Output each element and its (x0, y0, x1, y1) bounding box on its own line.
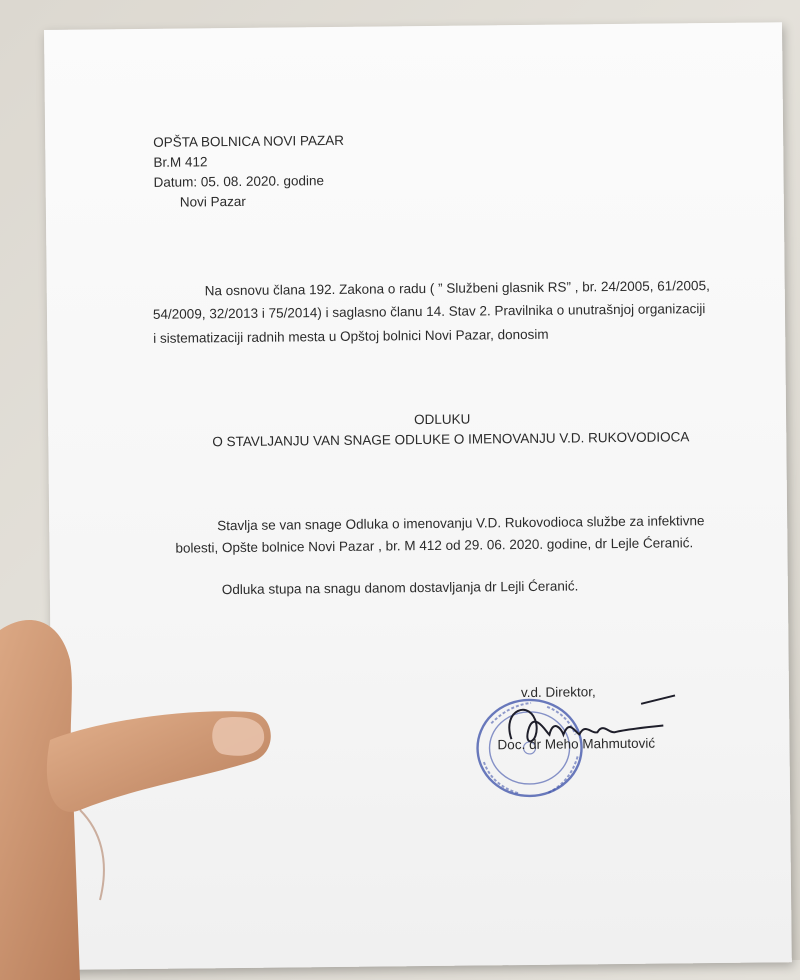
holding-hand (0, 600, 290, 980)
decision-subtitle: O STAVLJANJU VAN SNAGE ODLUKE O IMENOVANJU V.D. RUKOVODIOCA (212, 429, 690, 450)
body-line-2: bolesti, Opšte bolnice Novi Pazar , br. M 412 od 29. 06. 2020. godine, dr Lejle Ćeranić. (175, 535, 694, 556)
institution-name: OPŠTA BOLNICA NOVI PAZAR (153, 132, 345, 150)
preamble-line-3: i sistematizaciji radnih mesta u Opštoj bolnici Novi Pazar, donosim (153, 326, 549, 346)
signatory-role: v.d. Direktor, (520, 684, 596, 701)
body-line-3: Odluka stupa na snagu danom dostavljanja dr Lejli Ćeranić. (221, 578, 579, 598)
reference-number: Br.M 412 (153, 154, 208, 170)
preamble-line-2: 54/2009, 32/2013 i 75/2014) i saglasno članu 14. Stav 2. Pravilnika o unutrašnjoj organizaciji (152, 301, 706, 322)
document-city: Novi Pazar (179, 193, 246, 210)
document-date: Datum: 05. 08. 2020. godine (153, 173, 325, 190)
preamble-line-1: Na osnovu člana 192. Zakona o radu ( ” Službeni glasnik RS” , br. 24/2005, 61/2005, (204, 278, 710, 299)
signatory-name: Doc. dr Meho Mahmutović (497, 735, 656, 753)
body-line-1: Stavlja se van snage Odluka o imenovanju V.D. Rukovodioca službe za infektivne (217, 513, 705, 534)
decision-title: ODLUKU (414, 411, 471, 428)
